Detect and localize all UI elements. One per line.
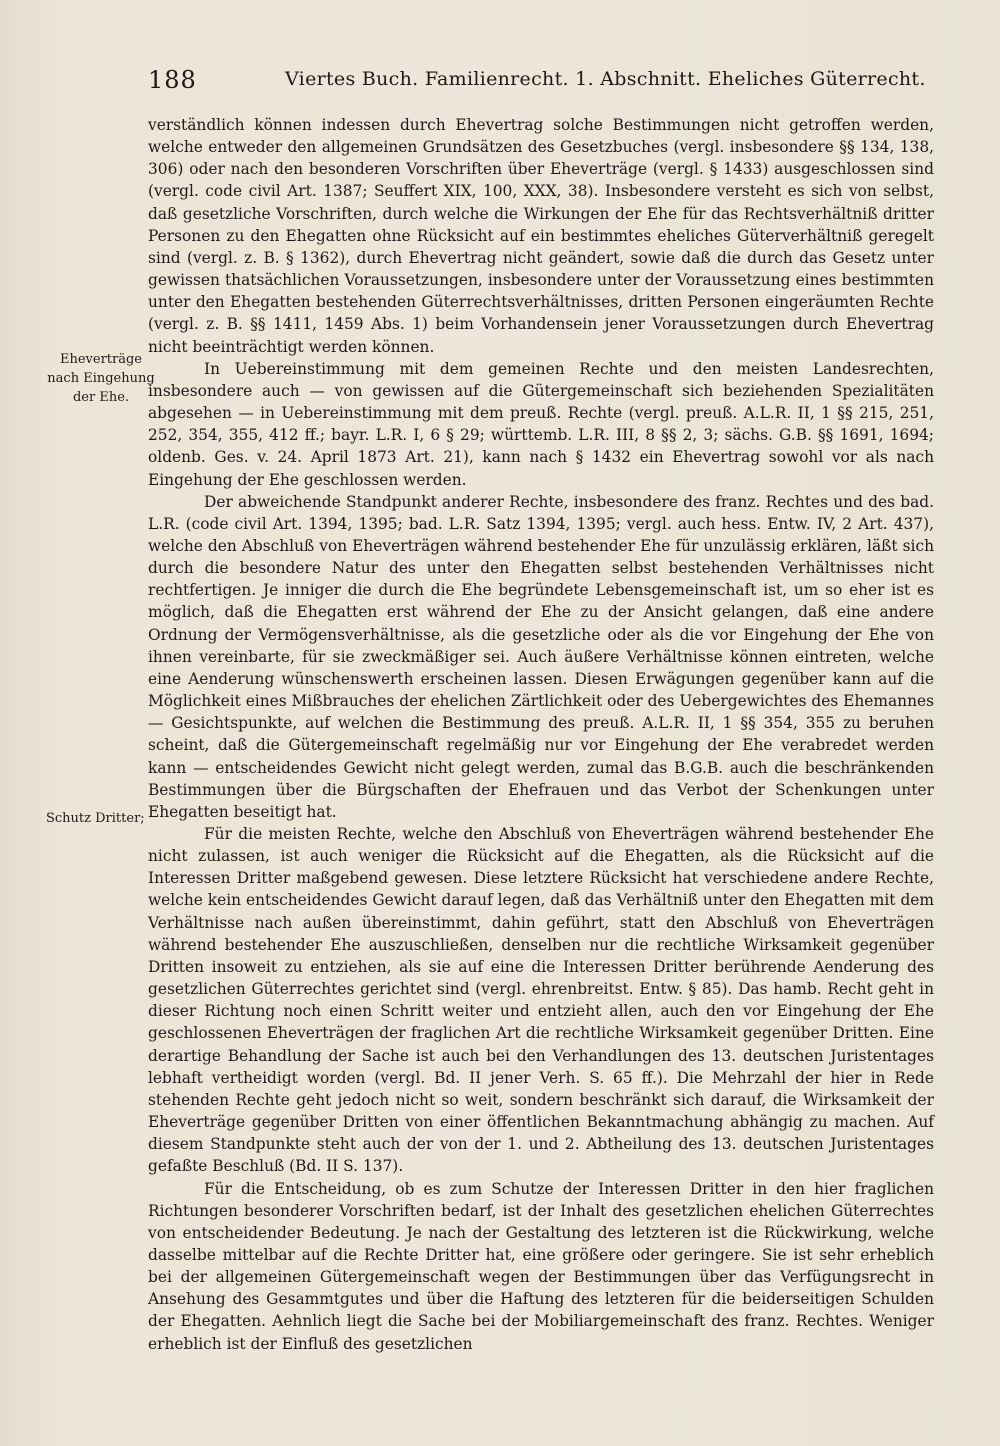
sidenote-schutz-dritter: Schutz Dritter; [46,811,145,826]
sidenote-ehevertraege: Eheverträge nach Eingehung der Ehe. [47,352,155,405]
page-number: 188 [148,66,197,94]
paragraph: Der abweichende Standpunkt anderer Rechte, insbesondere des franz. Rechtes und des bad. L.R. (code civil Art. 1394, 1395; bad. L.R. Satz 1394, 1395; vergl. auch hess. Entw. IV, 2 Art. 437), welche den Abschluß von Eheverträgen während bestehender Ehe für unzulässig erklären, läßt sich durch die besondere Natur des unter den Ehegatten selbst bestehenden Verhältnisses nicht rechtfertigen. Je inniger die durch die Ehe begründete Lebensgemeinschaft ist, um so eher ist es möglich, daß die Ehegatten erst während der Ehe zu der Ansicht gelangen, daß eine andere Ordnung der Vermögensverhältnisse, als die gesetzliche oder als die vor Eingehung der Ehe von ihnen vereinbarte, für sie zweckmäßiger sei. Auch äußere Verhältnisse können eintreten, welche eine Aenderung wünschenswerth erscheinen lassen. Diesen Erwägungen gegenüber kann auf die Möglichkeit eines Mißbrauches der ehelichen Zärtlichkeit oder des Uebergewichtes des Ehemannes — Gesichtspunkte, auf welchen die Bestimmung des preuß. A.L.R. II, 1 §§ 354, 355 zu beruhen scheint, daß die Gütergemeinschaft regelmäßig nur vor Eingehung der Ehe verabredet werden kann — entscheidendes Gewicht nicht gelegt werden, zumal das B.G.B. auch die beschränkenden Bestimmungen über die Bürgschaften der Ehefrauen und das Verbot der Schenkungen unter Ehegatten beseitigt hat. [148,492,934,821]
running-head: Viertes Buch. Familienrecht. 1. Abschnitt. Eheliches Güterrecht. [285,68,926,90]
paragraph: In Uebereinstimmung mit dem gemeinen Rechte und den meisten Landesrechten, insbesondere auch — von gewissen auf die Gütergemeinschaft sich beziehenden Spezialitäten abgesehen — in Uebereinstimmung mit dem preuß. Rechte (vergl. preuß. A.L.R. II, 1 §§ 215, 251, 252, 354, 355, 412 ff.; bayr. L.R. I, 6 § 29; württemb. L.R. III, 8 §§ 2, 3; sächs. G.B. §§ 1691, 1694; oldenb. Ges. v. 24. April 1873 Art. 21), kann nach § 1432 ein Ehevertrag sowohl vor als nach Eingehung der Ehe geschlossen werden. [148,359,934,489]
main-text [148,114,934,1355]
paragraph-continuation: verständlich können indessen durch Ehevertrag solche Bestimmungen nicht getroffen werden, welche entweder den allgemeinen Grundsätzen des Gesetzbuches (vergl. insbesondere §§ 134, 138, 306) oder nach den besonderen Vorschriften über Eheverträge (vergl. § 1433) ausgeschlossen sind (vergl. code civil Art. 1387; Seuffert XIX, 100, XXX, 38). Insbesondere versteht es sich von selbst, daß gesetzliche Vorschriften, durch welche die Wirkungen der Ehe für das Rechtsverhältniß dritter Personen zu den Ehegatten ohne Rücksicht auf ein bestimmtes eheliches Güterverhältniß geregelt sind (vergl. z. B. § 1362), durch Ehevertrag nicht geändert, sowie daß die durch das Gesetz unter gewissen thatsächlichen Voraussetzungen, insbesondere unter der Voraussetzung eines bestimmten unter den Ehegatten bestehenden Güterrechtsverhältnisses, dritten Personen eingeräumten Rechte (vergl. z. B. §§ 1411, 1459 Abs. 1) beim Vorhandensein jener Voraussetzungen durch Ehevertrag nicht beeinträchtigt werden können. [148,116,934,356]
paragraph: Für die meisten Rechte, welche den Abschluß von Eheverträgen während bestehender Ehe nicht zulassen, ist auch weniger die Rücksicht auf die Ehegatten, als die Rücksicht auf die Interessen Dritter maßgebend gewesen. Diese letztere Rücksicht hat verschiedene andere Rechte, welche kein entscheidendes Gewicht darauf legen, daß das Verhältniß unter den Ehegatten mit dem Verhältnisse nach außen übereinstimmt, dahin geführt, statt den Abschluß von Eheverträgen während bestehender Ehe auszuschließen, denselben nur die rechtliche Wirksamkeit gegenüber Dritten insoweit zu entziehen, als sie auf eine die Interessen Dritter berührende Aenderung des gesetzlichen Güterrechtes gerichtet sind (vergl. ehrenbreitst. Entw. § 85). Das hamb. Recht geht in dieser Richtung noch einen Schritt weiter und entzieht allen, auch den vor Eingehung der Ehe geschlossenen Eheverträgen der fraglichen Art die rechtliche Wirksamkeit gegenüber Dritten. Eine derartige Behandlung der Sache ist auch bei den Verhandlungen des 13. deutschen Juristentages lebhaft vertheidigt worden (vergl. Bd. II jener Verh. S. 65 ff.). Die Mehrzahl der hier in Rede stehenden Rechte geht jedoch nicht so weit, sondern beschränkt sich darauf, die Wirksamkeit der Eheverträge gegenüber Dritten von einer öffentlichen Bekanntmachung abhängig zu machen. Auf diesem Standpunkte steht auch der von der 1. und 2. Abtheilung des 13. deutschen Juristentages gefaßte Beschluß (Bd. II S. 137). [148,825,934,1176]
paragraph: Für die Entscheidung, ob es zum Schutze der Interessen Dritter in den hier fraglichen Richtungen besonderer Vorschriften bedarf, ist der Inhalt des gesetzlichen ehelichen Güterrechtes von entscheidender Bedeutung. Je nach der Gestaltung des letzteren ist die Rückwirkung, welche dasselbe mittelbar auf die Rechte Dritter hat, eine größere oder geringere. Sie ist sehr erheblich bei der allgemeinen Gütergemeinschaft wegen der Bestimmungen über das Verfügungsrecht in Ansehung des Gesammtgutes und über die Haftung des letzteren für die beiderseitigen Schulden der Ehegatten. Aehnlich liegt die Sache bei der Mobiliargemeinschaft des franz. Rechtes. Weniger erheblich ist der Einfluß des gesetzlichen [148,1179,934,1353]
